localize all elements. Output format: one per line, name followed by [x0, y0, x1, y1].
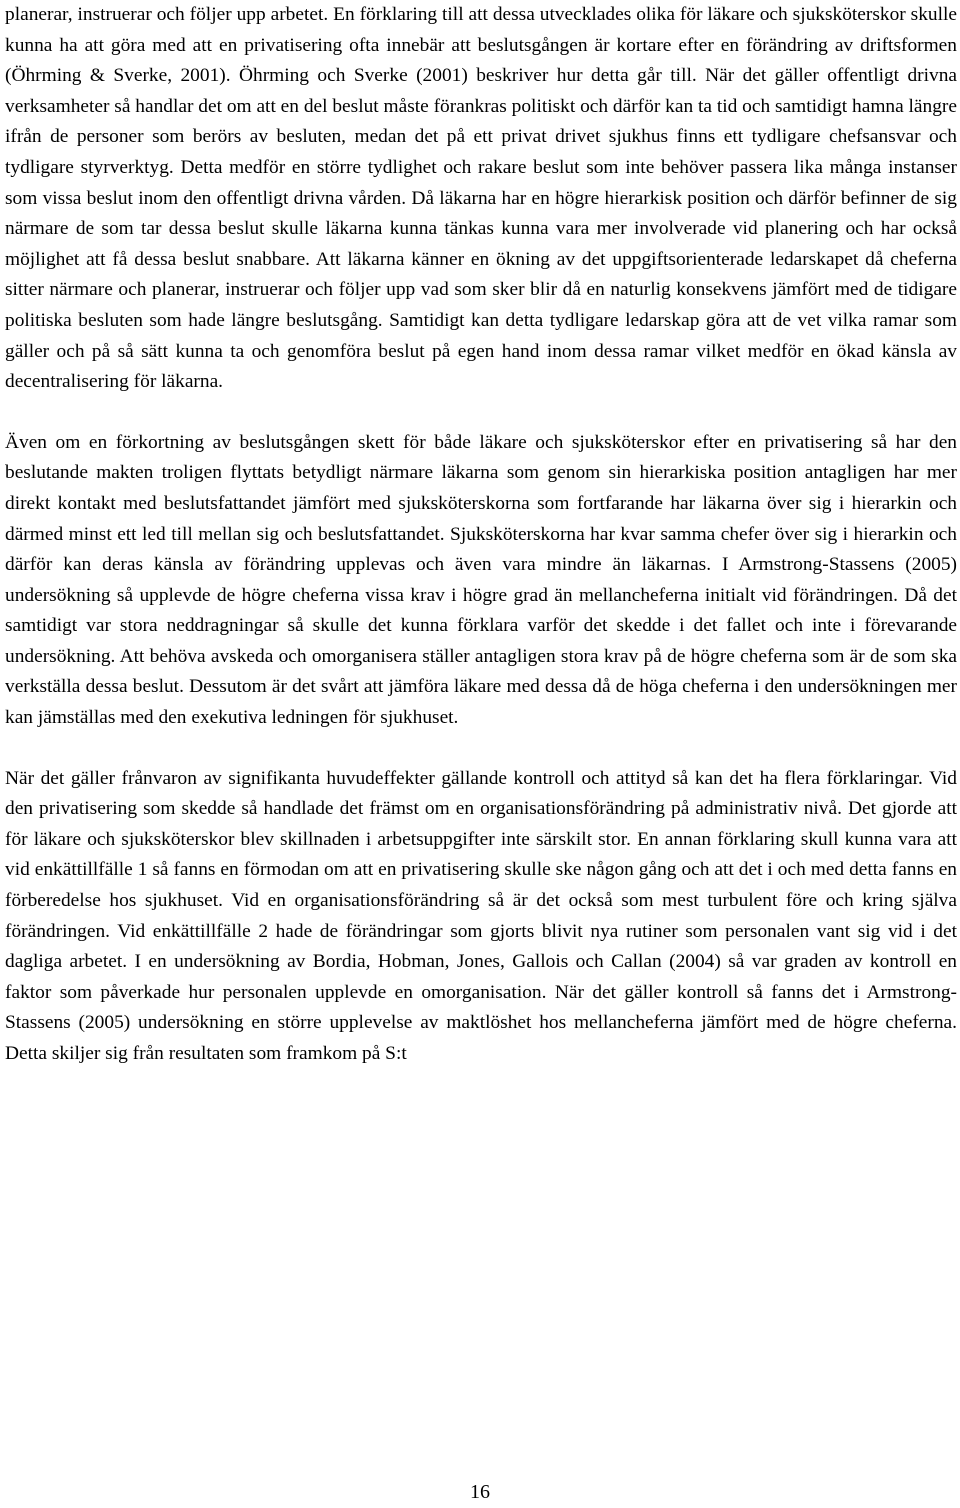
- document-body: [5, 0, 957, 1070]
- paragraph-1: planerar, instruerar och följer upp arbetet. En förklaring till att dessa utvecklades olika för läkare och sjuksköterskor skulle kunna ha att göra med att en privatisering ofta innebär att beslutsgången är kortare efter en förändring av driftsformen (Öhrming & Sverke, 2001). Öhrming och Sverke (2001) beskriver hur detta går till. När det gäller offentligt drivna verksamheter så handlar det om att en del beslut måste förankras politiskt och därför kan ta tid och samtidigt hamna längre ifrån de personer som berörs av besluten, medan det på ett privat drivet sjukhus finns ett tydligare chefsansvar och tydligare styrverktyg. Detta medför en större tydlighet och rakare beslut som inte behöver passera lika många instanser som vissa beslut inom den offentligt drivna vården. Då läkarna har en högre hierarkisk position och därför befinner de sig närmare de som tar dessa beslut skulle läkarna kunna tänkas kunna vara mer involverade vid planering och har också möjlighet att få dessa beslut snabbare. Att läkarna känner en ökning av det uppgiftsorienterade ledarskapet då cheferna sitter närmare och planerar, instruerar och följer upp vad som sker blir då en naturlig konsekvens jämfört med de tidigare politiska besluten som hade längre beslutsgång. Samtidigt kan detta tydligare ledarskap göra att de vet vilka ramar som gäller och på så sätt kunna ta och genomföra beslut på egen hand inom dessa ramar vilket medför en ökad känsla av decentralisering för läkarna.: [5, 4, 957, 393]
- paragraph-2: Även om en förkortning av beslutsgången skett för både läkare och sjuksköterskor efter en privatisering så har den beslutande makten troligen flyttats betydligt närmare läkarna som genom sin hierarkiska position antagligen har mer direkt kontakt med beslutsfattandet jämfört med sjuksköterskorna som fortfarande har läkarna över sig i hierarkin och därmed minst ett led till mellan sig och beslutsfattandet. Sjuksköterskorna har kvar samma chefer över sig i hierarkin och därför kan deras känsla av förändring upplevas och även vara mindre än läkarnas. I Armstrong-Stassens (2005) undersökning så upplevde de högre cheferna vissa krav i högre grad än mellancheferna initialt vid förändringen. Då det samtidigt var stora neddragningar så skulle det kunna förklara varför det skedde i det fallet och inte i förevarande undersökning. Att behöva avskeda och omorganisera ställer antagligen stora krav på de högre cheferna som är de som ska verkställa dessa beslut. Dessutom är det svårt att jämföra läkare med dessa då de höga cheferna i den undersökningen mer kan jämställas med den exekutiva ledningen för sjukhuset.: [5, 431, 957, 729]
- page-number: 16: [470, 1481, 490, 1503]
- paragraph-3: När det gäller frånvaron av signifikanta huvudeffekter gällande kontroll och attityd så kan det ha flera förklaringar. Vid den privatisering som skedde så handlade det främst om en organisationsförändring på administrativ nivå. Det gjorde att för läkare och sjuksköterskor blev skillnaden i arbetsuppgifter inte särskilt stor. En annan förklaring skull kunna vara att vid enkättillfälle 1 så fanns en förmodan om att en privatisering skulle ske någon gång och att det i och med detta fanns en förberedelse hos sjukhuset. Vid en organisationsförändring så är det också som mest turbulent före och kring själva förändringen. Vid enkättillfälle 2 hade de förändringar som gjorts blivit nya rutiner som personalen vant sig vid i det dagliga arbetet. I en undersökning av Bordia, Hobman, Jones, Gallois och Callan (2004) så var graden av kontroll en faktor som påverkade hur personalen upplevde en omorganisation. När det gäller kontroll så fanns det i Armstrong-Stassens (2005) undersökning en större upplevelse av maktlöshet hos mellancheferna jämfört med de högre cheferna. Detta skiljer sig från resultaten som framkom på S:t: [5, 767, 957, 1064]
